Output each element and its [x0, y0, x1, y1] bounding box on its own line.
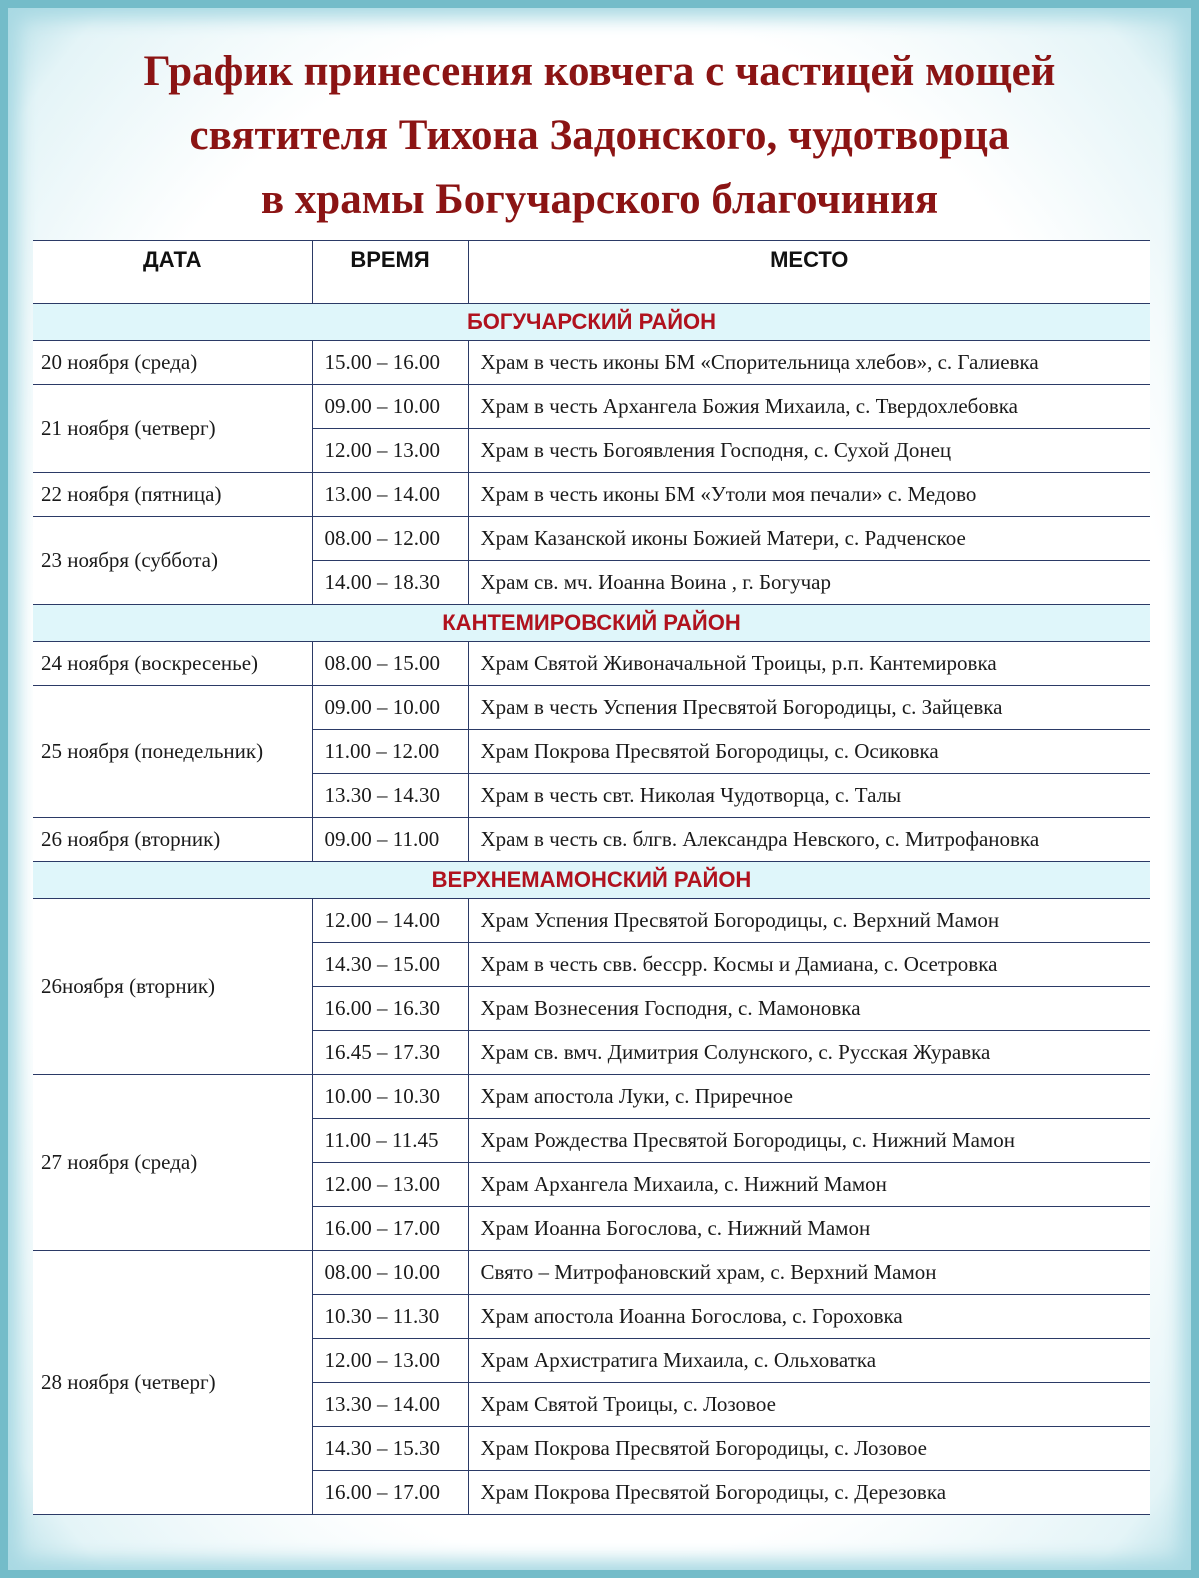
date-cell: 23 ноября (суббота)	[33, 517, 312, 605]
place-cell: Храм апостола Иоанна Богослова, с. Гороховка	[468, 1295, 1150, 1339]
table-row	[33, 473, 1150, 517]
place-cell: Храм в честь иконы БМ «Утоли моя печали» с. Медово	[468, 473, 1150, 517]
table-row	[33, 899, 1150, 943]
time-cell: 13.30 – 14.30	[312, 774, 468, 818]
date-cell: 26ноября (вторник)	[33, 899, 312, 1075]
place-cell: Храм в честь Богоявления Господня, с. Сухой Донец	[468, 429, 1150, 473]
table-row	[33, 1075, 1150, 1119]
title-line-1: График принесения ковчега с частицей мощей	[143, 48, 1056, 95]
place-cell: Храм Успения Пресвятой Богородицы, с. Верхний Мамон	[468, 899, 1150, 943]
time-cell: 12.00 – 13.00	[312, 429, 468, 473]
time-cell: 15.00 – 16.00	[312, 341, 468, 385]
schedule-body	[33, 304, 1150, 1515]
place-cell: Храм апостола Луки, с. Приречное	[468, 1075, 1150, 1119]
header-time: ВРЕМЯ	[312, 241, 468, 304]
region-heading: БОГУЧАРСКИЙ РАЙОН	[33, 304, 1150, 341]
time-cell: 14.30 – 15.30	[312, 1427, 468, 1471]
place-cell: Храм в честь Успения Пресвятой Богородицы, с. Зайцевка	[468, 686, 1150, 730]
time-cell: 08.00 – 12.00	[312, 517, 468, 561]
header-date: ДАТА	[33, 241, 312, 304]
schedule-table	[33, 240, 1150, 1515]
region-row	[33, 304, 1150, 341]
title-line-3: в храмы Богучарского благочиния	[260, 176, 939, 223]
time-cell: 16.00 – 17.00	[312, 1207, 468, 1251]
time-cell: 16.45 – 17.30	[312, 1031, 468, 1075]
date-cell: 25 ноября (понедельник)	[33, 686, 312, 818]
region-row	[33, 605, 1150, 642]
date-cell: 26 ноября (вторник)	[33, 818, 312, 862]
table-row	[33, 818, 1150, 862]
date-cell: 27 ноября (среда)	[33, 1075, 312, 1251]
time-cell: 09.00 – 11.00	[312, 818, 468, 862]
place-cell: Храм Рождества Пресвятой Богородицы, с. Нижний Мамон	[468, 1119, 1150, 1163]
time-cell: 10.00 – 10.30	[312, 1075, 468, 1119]
place-cell: Храм в честь свв. бессрр. Космы и Дамиана, с. Осетровка	[468, 943, 1150, 987]
time-cell: 13.00 – 14.00	[312, 473, 468, 517]
time-cell: 08.00 – 15.00	[312, 642, 468, 686]
table-row	[33, 1251, 1150, 1295]
place-cell: Храм Вознесения Господня, с. Мамоновка	[468, 987, 1150, 1031]
time-cell: 13.30 – 14.00	[312, 1383, 468, 1427]
date-cell: 20 ноября (среда)	[33, 341, 312, 385]
place-cell: Храм Архистратига Михаила, с. Ольховатка	[468, 1339, 1150, 1383]
table-row	[33, 686, 1150, 730]
place-cell: Храм Покрова Пресвятой Богородицы, с. Осиковка	[468, 730, 1150, 774]
place-cell: Храм св. мч. Иоанна Воина , г. Богучар	[468, 561, 1150, 605]
place-cell: Храм в честь иконы БМ «Спорительница хлебов», с. Галиевка	[468, 341, 1150, 385]
time-cell: 09.00 – 10.00	[312, 686, 468, 730]
place-cell: Храм Покрова Пресвятой Богородицы, с. Дерезовка	[468, 1471, 1150, 1515]
place-cell: Свято – Митрофановский храм, с. Верхний Мамон	[468, 1251, 1150, 1295]
table-row	[33, 642, 1150, 686]
time-cell: 10.30 – 11.30	[312, 1295, 468, 1339]
date-cell: 21 ноября (четверг)	[33, 385, 312, 473]
place-cell: Храм в честь св. блгв. Александра Невского, с. Митрофановка	[468, 818, 1150, 862]
time-cell: 11.00 – 12.00	[312, 730, 468, 774]
time-cell: 16.00 – 17.00	[312, 1471, 468, 1515]
place-cell: Храм Покрова Пресвятой Богородицы, с. Лозовое	[468, 1427, 1150, 1471]
place-cell: Храм св. вмч. Димитрия Солунского, с. Русская Журавка	[468, 1031, 1150, 1075]
time-cell: 12.00 – 14.00	[312, 899, 468, 943]
place-cell: Храм Казанской иконы Божией Матери, с. Радченское	[468, 517, 1150, 561]
time-cell: 12.00 – 13.00	[312, 1339, 468, 1383]
date-cell: 28 ноября (четверг)	[33, 1251, 312, 1515]
time-cell: 14.30 – 15.00	[312, 943, 468, 987]
place-cell: Храм Архангела Михаила, с. Нижний Мамон	[468, 1163, 1150, 1207]
time-cell: 14.00 – 18.30	[312, 561, 468, 605]
place-cell: Храм Святой Троицы, с. Лозовое	[468, 1383, 1150, 1427]
time-cell: 08.00 – 10.00	[312, 1251, 468, 1295]
header-place: МЕСТО	[468, 241, 1150, 304]
table-row	[33, 341, 1150, 385]
place-cell: Храм Иоанна Богослова, с. Нижний Мамон	[468, 1207, 1150, 1251]
time-cell: 12.00 – 13.00	[312, 1163, 468, 1207]
title-line-2: святителя Тихона Задонского, чудотворца	[189, 112, 1010, 159]
region-heading: ВЕРХНЕМАМОНСКИЙ РАЙОН	[33, 862, 1150, 899]
table-row	[33, 385, 1150, 429]
table-row	[33, 517, 1150, 561]
time-cell: 11.00 – 11.45	[312, 1119, 468, 1163]
region-heading: КАНТЕМИРОВСКИЙ РАЙОН	[33, 605, 1150, 642]
date-cell: 22 ноября (пятница)	[33, 473, 312, 517]
place-cell: Храм в честь свт. Николая Чудотворца, с. Талы	[468, 774, 1150, 818]
region-row	[33, 862, 1150, 899]
date-cell: 24 ноября (воскресенье)	[33, 642, 312, 686]
header-row	[33, 241, 1150, 304]
place-cell: Храм Святой Живоначальной Троицы, р.п. Кантемировка	[468, 642, 1150, 686]
time-cell: 16.00 – 16.30	[312, 987, 468, 1031]
place-cell: Храм в честь Архангела Божия Михаила, с. Твердохлебовка	[468, 385, 1150, 429]
time-cell: 09.00 – 10.00	[312, 385, 468, 429]
page-title	[0, 40, 1199, 232]
